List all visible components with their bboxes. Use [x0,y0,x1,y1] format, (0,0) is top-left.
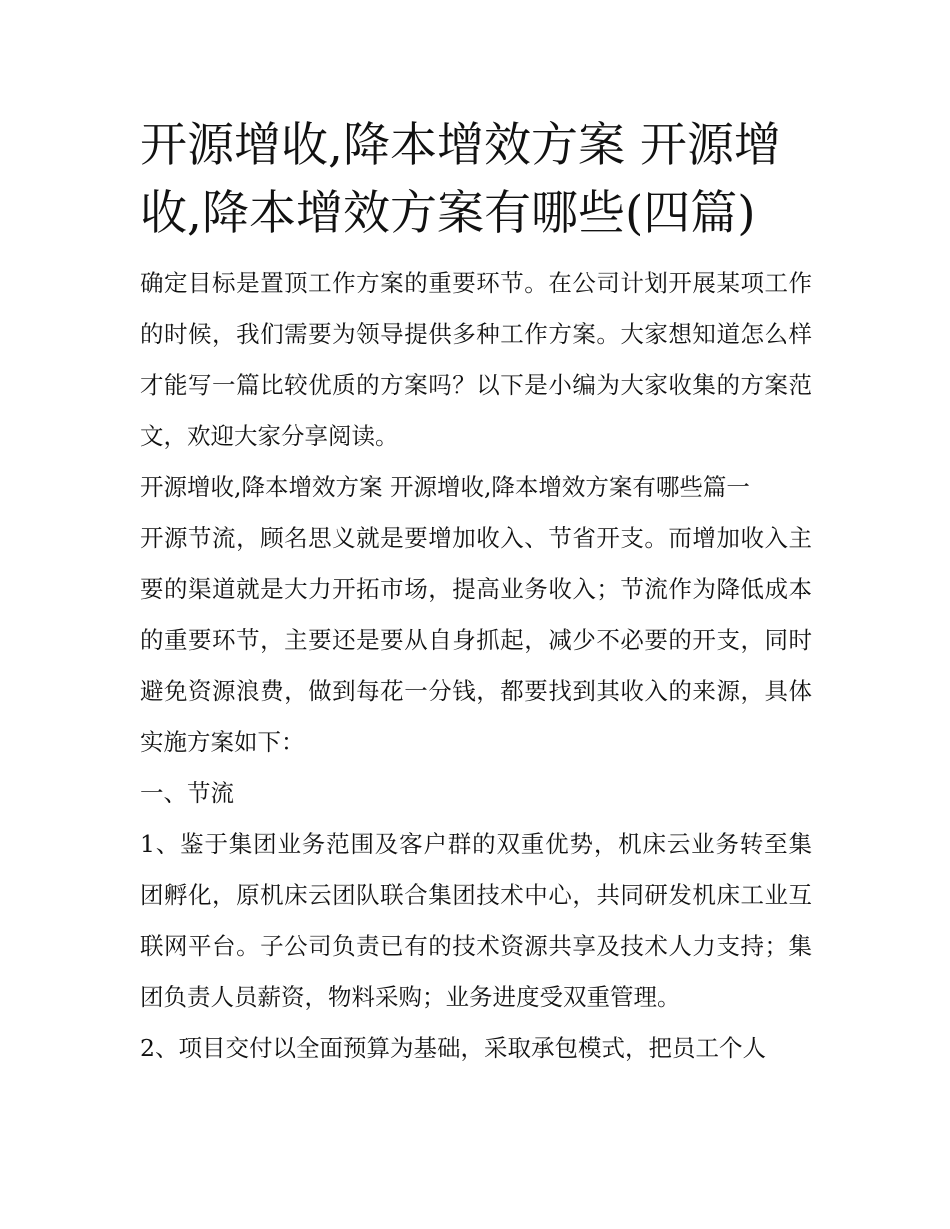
document-title: 开源增收,降本增效方案 开源增收,降本增效方案有哪些(四篇) [140,118,781,241]
subsection-heading: 一、节流 [140,779,234,807]
document-body [140,112,812,1074]
body-paragraph: 开源节流，顾名思义就是要增加收入、节省开支。而增加收入主要的渠道就是大力开拓市场，提高业务收入；节流作为降低成本的重要环节，主要还是要从自身抓起，减少不必要的开支，同时避免资源浪费，做到每花一分钱，都要找到其收入的来源，具体实施方案如下： [140,524,812,756]
list-item: 1、鉴于集团业务范围及客户群的双重优势，机床云业务转至集团孵化，原机床云团队联合集团技术中心，共同研发机床工业互联网平台。子公司负责已有的技术资源共享及技术人力支持；集团负责人员薪资，物料采购；业务进度受双重管理。 [140,830,812,1011]
section-heading: 开源增收,降本增效方案 开源增收,降本增效方案有哪些篇一 [140,473,750,501]
list-item: 2、项目交付以全面预算为基础，采取承包模式，把员工个人 [140,1034,766,1062]
intro-paragraph: 确定目标是置顶工作方案的重要环节。在公司计划开展某项工作的时候，我们需要为领导提供多种工作方案。大家想知道怎么样才能写一篇比较优质的方案吗？以下是小编为大家收集的方案范文，欢迎大家分享阅读。 [140,269,812,450]
